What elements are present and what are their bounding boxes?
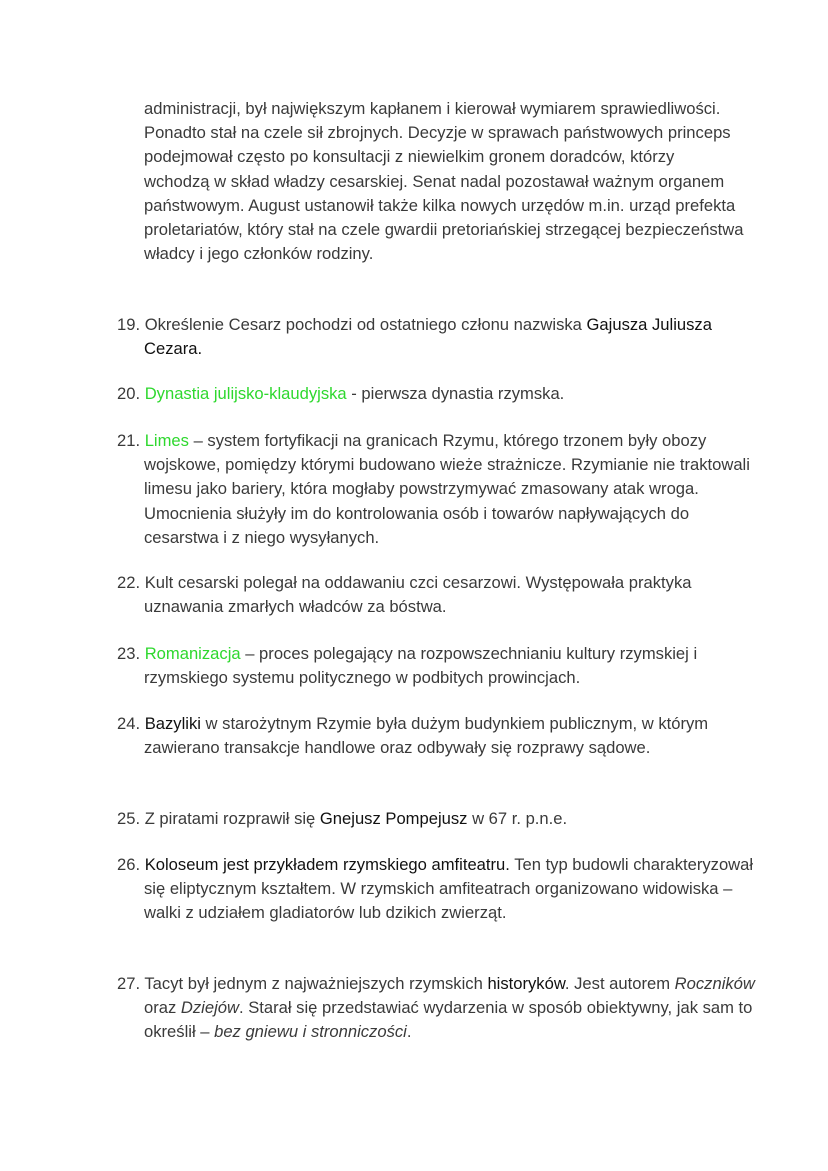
item-text: . xyxy=(406,1022,412,1042)
item-text: . Jest autorem xyxy=(564,974,675,993)
list-item-20 xyxy=(117,382,764,406)
list-item-21 xyxy=(117,429,764,550)
list-item-22 xyxy=(117,571,764,619)
item-number: 23. xyxy=(117,644,145,663)
item-text: Ten typ budowli charakteryzował się eliptycznym kształtem. W rzymskich amfiteatrach organizowano widowiska – walki z udziałem gladiatorów lub dzikich zwierząt. xyxy=(144,855,754,923)
item-number: 21. xyxy=(117,431,145,450)
term-highlight: Gajusza Juliusza Cezara. xyxy=(144,315,712,359)
list-item-27 xyxy=(117,972,764,1045)
term-green: Romanizacja xyxy=(144,644,241,663)
item-text: – proces polegający na rozpowszechnianiu kultury rzymskiej i rzymskiego systemu politycznego w podbitych prowincjach. xyxy=(144,644,698,688)
term-highlight: Gnejusz Pompejusz xyxy=(319,809,468,828)
item-text: Kult cesarski polegał na oddawaniu czci cesarzowi. Występowała praktyka uznawania zmarłych władców za bóstwa. xyxy=(144,573,692,617)
intro-paragraph xyxy=(144,97,744,266)
item-number: 22. xyxy=(117,573,145,592)
item-text: w 67 r. p.n.e. xyxy=(467,809,568,828)
item-text: oraz xyxy=(144,998,181,1018)
term-green: Dynastia julijsko-klaudyjska xyxy=(144,384,347,403)
list-item-25 xyxy=(117,807,764,831)
item-text: - pierwsza dynastia rzymska. xyxy=(346,384,565,403)
term-green: Limes xyxy=(144,431,189,450)
list-item-24 xyxy=(117,712,764,760)
item-text: w starożytnym Rzymie była dużym budynkiem publicznym, w którym zawierano transakcje handlowe oraz odbywały się rozprawy sądowe. xyxy=(144,714,709,758)
item-text: . Starał się przedstawiać wydarzenia w sposób obiektywny, jak sam to określił – xyxy=(144,998,753,1042)
item-text: Tacyt był jednym z najważniejszych rzymskich xyxy=(144,974,488,993)
item-number: 24. xyxy=(117,714,145,733)
book-title: Dziejów xyxy=(180,998,239,1018)
term-highlight: Koloseum jest przykładem rzymskiego amfiteatru. xyxy=(144,855,510,874)
term-highlight: historyków xyxy=(487,974,565,993)
book-title: Roczników xyxy=(674,974,755,993)
item-number: 26. xyxy=(117,855,145,874)
item-text: Z piratami rozprawił się xyxy=(144,809,320,828)
intro-text: administracji, był największym kapłanem i kierował wymiarem sprawiedliwości. Ponadto stał na czele sił zbrojnych. Decyzje w sprawach państwowych princeps podejmował często po konsultacji z niewielkim gronem doradców, którzy wchodzą w skład władzy cesarskiej. Senat nadal pozostawał ważnym organem państwowym. August ustanowił także kilka nowych urzędów m.in. urząd prefekta proletariatów, który stał na czele gwardii pretoriańskiej strzegącej bezpieczeństwa władcy i jego członków rodziny. xyxy=(144,99,744,264)
item-number: 25. xyxy=(117,809,145,828)
item-number: 27. xyxy=(117,974,145,993)
item-number: 19. xyxy=(117,315,145,334)
term-highlight: Bazyliki xyxy=(144,714,201,733)
list-item-26 xyxy=(117,853,764,926)
list-item-19 xyxy=(117,313,764,361)
item-text: – system fortyfikacji na granicach Rzymu, którego trzonem były obozy wojskowe, pomiędzy którymi budowano wieże strażnicze. Rzymianie nie traktowali limesu jako bariery, która mogłaby powstrzymywać zmasowany atak wroga. Umocnienia służyły im do kontrolowania osób i towarów napływających do cesarstwa i z niego wysyłanych. xyxy=(144,431,750,547)
list-item-23 xyxy=(117,642,764,690)
item-number: 20. xyxy=(117,384,145,403)
quote-italic: bez gniewu i stronniczości xyxy=(214,1022,407,1042)
item-text: Określenie Cesarz pochodzi od ostatniego członu nazwiska xyxy=(144,315,587,334)
